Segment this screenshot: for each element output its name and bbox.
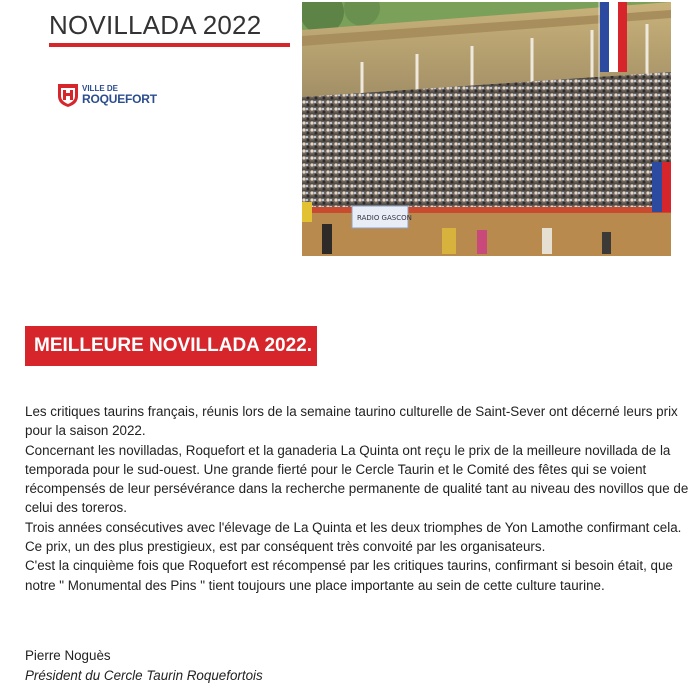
page-title: NOVILLADA 2022 — [49, 10, 262, 40]
article-paragraph: Les critiques taurins français, réunis lors de la semaine taurino culturelle de Saint-Sever ont décerné leurs prix pour la saison 2022. — [25, 404, 678, 439]
city-logo — [57, 82, 157, 108]
shield-icon — [57, 82, 79, 108]
logo-line2: ROQUEFORT — [82, 92, 157, 106]
article-paragraph: Concernant les novilladas, Roquefort et la ganaderia La Quinta ont reçu le prix de la meilleure novillada de la temporada pour le sud-ouest. Une grande fierté pour le Cercle Taurin et le Comité des fêtes qui se voient récompensés de leur persévérance dans la recherche permanente de qualité tant au niveau des novillos que de celui des toreros. — [25, 442, 689, 516]
signature — [25, 646, 263, 686]
arena-photo-illustration — [302, 2, 671, 256]
signature-role: Président du Cercle Taurin Roquefortois — [25, 668, 263, 683]
award-banner: MEILLEURE NOVILLADA 2022. — [25, 326, 317, 366]
arena-photo — [302, 2, 671, 256]
title-underline — [49, 43, 290, 47]
logo-line1: VILLE DE — [82, 84, 119, 93]
signature-name: Pierre Noguès — [25, 648, 111, 663]
photo-banner-text: RADIO GASCON — [357, 214, 412, 222]
article-paragraph: Trois années consécutives avec l'élevage de La Quinta et les deux triomphes de Yon Lamothe confirmant cela. Ce prix, un des plus prestigieux, est par conséquent très convoité par les organisateurs. — [25, 519, 682, 555]
article-body — [25, 402, 690, 595]
article-paragraph: C'est la cinquième fois que Roquefort est récompensé par les critiques taurins, confirmant si besoin était, que notre " Monumental des Pins " tient toujours une place importante au sein de cette culture taurine. — [25, 558, 673, 593]
